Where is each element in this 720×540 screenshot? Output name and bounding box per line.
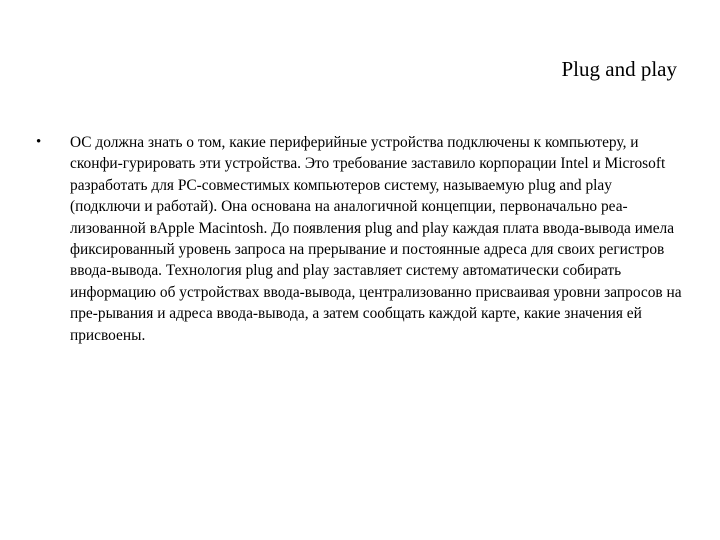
slide-title: Plug and play bbox=[561, 57, 677, 81]
bullet-item bbox=[36, 132, 686, 346]
bullet-text: ОС должна знать о том, какие периферийные устройства подключены к компьютеру, и сконфи-гурировать эти устройства. Это требование заставило корпорации Intel и Microsoft разработать для PC-совместимых компьютеров систему, называемую plug and play (подключи и работай). Она основана на аналогичной концепции, первоначально реа-лизованной вApple Macintosh. До появления plug and play каждая плата ввода-вывода имела фиксированный уровень запроса на прерывание и постоянные адреса для своих регистров ввода-вывода. Технология plug and play заставляет систему автоматически собирать информацию об устройствах ввода-вывода, централизованно присваивая уровни запросов на пре-рывания и адреса ввода-вывода, а затем сообщать каждой карте, какие значения ей присвоены. bbox=[70, 134, 682, 344]
bullet-marker: • bbox=[36, 134, 42, 150]
bullet-list bbox=[36, 132, 686, 346]
